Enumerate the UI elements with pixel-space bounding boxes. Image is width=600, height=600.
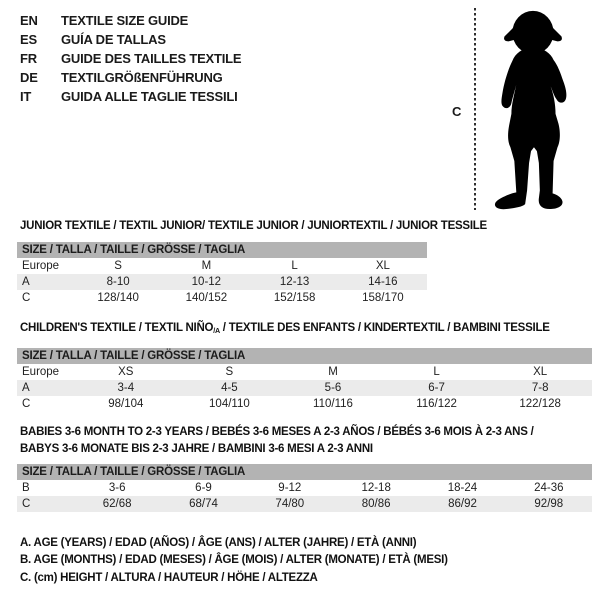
size-cell: 14-16 bbox=[368, 276, 398, 288]
size-cell: 140/152 bbox=[185, 292, 228, 304]
heading-line: BABYS 3-6 MONATE BIS 2-3 JAHRE / BAMBINI 3-6 MESI A 2-3 ANNI bbox=[20, 442, 373, 455]
size-cell: 10-12 bbox=[191, 276, 222, 288]
section-heading-babies bbox=[20, 424, 534, 457]
language-title: TEXTILE SIZE GUIDE bbox=[61, 13, 189, 28]
size-cell: 152/158 bbox=[273, 292, 316, 304]
size-cell: 3-4 bbox=[117, 382, 135, 394]
size-cell: 80/86 bbox=[361, 498, 391, 510]
footnote-line: A. AGE (YEARS) / EDAD (AÑOS) / ÂGE (ANS) / ALTER (JAHRE) / ETÀ (ANNI) bbox=[20, 537, 417, 549]
size-cell: M bbox=[201, 260, 212, 272]
language-title: GUÍA DE TALLAS bbox=[61, 32, 166, 47]
size-cell: 12-18 bbox=[361, 482, 391, 494]
language-row bbox=[20, 11, 241, 30]
language-row bbox=[20, 30, 241, 49]
size-cell: 5-6 bbox=[324, 382, 342, 394]
size-cell: 116/122 bbox=[416, 398, 457, 410]
size-cell: S bbox=[225, 366, 234, 378]
size-cell: XL bbox=[533, 366, 548, 378]
table-row bbox=[17, 290, 427, 306]
row-label: A bbox=[22, 276, 30, 288]
language-code: FR bbox=[20, 51, 37, 66]
language-code: EN bbox=[20, 13, 38, 28]
row-label: Europe bbox=[22, 260, 60, 272]
size-cell: 68/74 bbox=[189, 498, 218, 510]
baby-silhouette bbox=[482, 6, 582, 212]
size-cell: 3-6 bbox=[108, 482, 126, 494]
row-label: C bbox=[22, 292, 31, 304]
language-code: IT bbox=[20, 89, 32, 104]
size-table-junior bbox=[17, 242, 427, 306]
table-row bbox=[17, 396, 592, 412]
size-cell: 7-8 bbox=[531, 382, 549, 394]
size-cell: 128/140 bbox=[97, 292, 139, 304]
language-row bbox=[20, 68, 241, 87]
language-row bbox=[20, 49, 241, 68]
heading-subscript: /A bbox=[213, 327, 220, 335]
size-cell: 92/98 bbox=[534, 498, 564, 510]
row-label: A bbox=[22, 382, 30, 394]
size-cell: 6-9 bbox=[195, 482, 212, 494]
size-cell: 8-10 bbox=[106, 276, 130, 288]
footnotes bbox=[20, 537, 448, 589]
language-title: GUIDA ALLE TAGLIE TESSILI bbox=[61, 89, 238, 104]
size-cell: 86/92 bbox=[448, 498, 477, 510]
table-row bbox=[17, 274, 427, 290]
size-cell: 122/128 bbox=[519, 398, 561, 410]
row-label: C bbox=[22, 398, 31, 410]
size-cell: XS bbox=[118, 366, 134, 378]
height-measure-label: C bbox=[452, 104, 462, 119]
size-cell: 12-13 bbox=[279, 276, 310, 288]
size-cell: 18-24 bbox=[447, 482, 478, 494]
table-row bbox=[17, 364, 592, 380]
size-cell: 24-36 bbox=[534, 482, 564, 494]
table-row bbox=[17, 496, 592, 512]
language-code: ES bbox=[20, 32, 37, 47]
size-cell: 104/110 bbox=[209, 398, 250, 410]
size-cell: S bbox=[114, 260, 122, 272]
size-cell: L bbox=[291, 260, 298, 272]
footnote-line: B. AGE (MONTHS) / EDAD (MESES) / ÂGE (MOIS) / ALTER (MONATE) / ETÀ (MESI) bbox=[20, 554, 448, 567]
table-size-header: SIZE / TALLA / TAILLE / GRÖSSE / TAGLIA bbox=[17, 242, 427, 258]
section-heading-junior: JUNIOR TEXTILE / TEXTIL JUNIOR/ TEXTILE JUNIOR / JUNIORTEXTIL / JUNIOR TESSILE bbox=[20, 220, 487, 232]
table-row bbox=[17, 480, 592, 496]
heading-line: BABIES 3-6 MONTH TO 2-3 YEARS / BEBÉS 3-6 MESES A 2-3 AÑOS / BÉBÉS 3-6 MOIS À 2-3 ANS / bbox=[20, 426, 534, 438]
heading-text: CHILDREN'S TEXTILE / TEXTIL NIÑO bbox=[20, 322, 214, 334]
size-cell: 9-12 bbox=[278, 482, 302, 494]
table-row bbox=[17, 258, 427, 274]
section-heading-children bbox=[20, 322, 550, 335]
row-label: Europe bbox=[22, 366, 60, 378]
footnote-line: C. (cm) HEIGHT / ALTURA / HAUTEUR / HÖHE / ALTEZZA bbox=[20, 571, 318, 584]
row-label: B bbox=[22, 482, 30, 494]
table-row bbox=[17, 380, 592, 396]
size-cell: 158/170 bbox=[362, 292, 404, 304]
size-cell: 62/68 bbox=[102, 498, 132, 510]
size-cell: 98/104 bbox=[108, 398, 144, 410]
size-table-babies bbox=[17, 464, 592, 512]
row-label: C bbox=[22, 498, 31, 510]
language-title: GUIDE DES TAILLES TEXTILE bbox=[61, 51, 242, 66]
table-size-header: SIZE / TALLA / TAILLE / GRÖSSE / TAGLIA bbox=[17, 348, 592, 364]
size-cell: 110/116 bbox=[313, 398, 353, 410]
size-cell: 6-7 bbox=[428, 382, 445, 394]
size-cell: 4-5 bbox=[221, 382, 238, 394]
language-code: DE bbox=[20, 70, 38, 85]
size-cell: XL bbox=[375, 260, 390, 272]
size-cell: 74/80 bbox=[275, 498, 305, 510]
size-cell: L bbox=[433, 366, 440, 378]
size-cell: M bbox=[328, 366, 338, 378]
table-size-header: SIZE / TALLA / TAILLE / GRÖSSE / TAGLIA bbox=[17, 464, 592, 480]
heading-text: / TEXTILE DES ENFANTS / KINDERTEXTIL / BAMBINI TESSILE bbox=[219, 322, 550, 334]
language-title: TEXTILGRÖßENFÜHRUNG bbox=[61, 70, 223, 85]
height-dashed-line bbox=[474, 8, 476, 210]
size-table-children bbox=[17, 348, 592, 412]
language-title-list bbox=[20, 11, 241, 106]
language-row bbox=[20, 87, 241, 106]
